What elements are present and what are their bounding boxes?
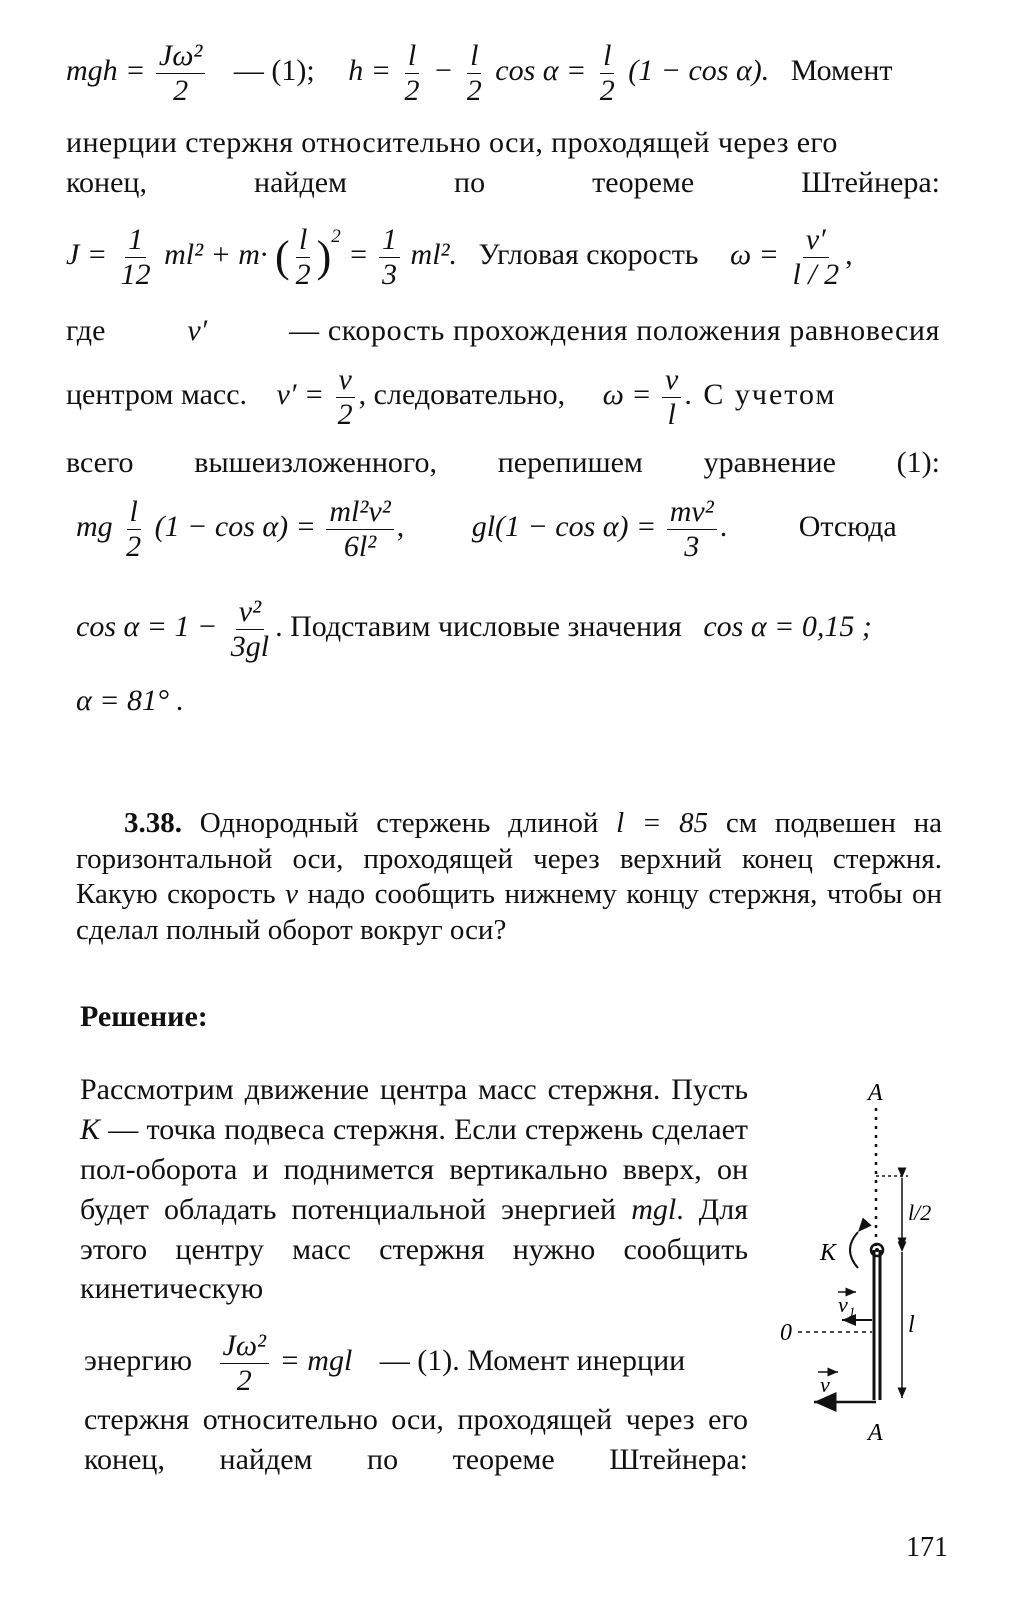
eq-h: h = (348, 53, 391, 87)
text: Угловая скорость (478, 237, 699, 271)
text: см подвешен на горизонтальной оси, проходящей через верхний конец стержня. Какую скорость (76, 807, 943, 911)
fraction: $\frac{\text{mv²}}{3}$ (667, 496, 717, 562)
text: Однородный стержень длиной (199, 807, 599, 839)
text-line-2 (66, 128, 940, 158)
minus: − (433, 53, 454, 87)
equals: = (348, 237, 369, 271)
term: cos α = 1 − (76, 609, 218, 643)
eq-J: J = (66, 237, 108, 271)
label-a-bottom: A (868, 1420, 883, 1446)
fraction: $\frac{v}{l}$ (662, 364, 681, 430)
text: энергию (84, 1343, 193, 1377)
fraction: $\frac{v'}{l / 2}$ (792, 223, 840, 291)
word: найдем (254, 166, 348, 199)
comma: , (396, 509, 405, 543)
equation-line-9 (76, 596, 872, 662)
text: надо сообщить нижнему концу стержня, чтобы он сделал полный оборот вокруг оси? (76, 878, 943, 946)
solution-heading: Решение: (80, 1000, 208, 1033)
fraction: $\frac{\text{ml²v²}}{\text{6l²}}$ (326, 496, 393, 562)
omega: ω = (602, 377, 652, 411)
fraction: $\frac{\text{Jω²}}{2}$ (156, 40, 206, 106)
var-v-prime: v′ (187, 314, 208, 347)
text: центром масс. (66, 377, 248, 411)
text: . Для этого центру масс стержня нужно сообщить кинетическую (80, 1192, 748, 1306)
word: всего (66, 446, 134, 479)
var-mgl: mgl (631, 1192, 677, 1226)
rod-diagram (780, 1080, 970, 1460)
omega: ω = (730, 237, 779, 271)
term: mg (76, 509, 113, 543)
label-l: l (908, 1312, 915, 1338)
cos-term: cos α = (495, 53, 587, 87)
pivot-point-center (875, 1248, 879, 1252)
text: . С учетом (684, 377, 837, 411)
equation-line-1 (66, 40, 893, 106)
label-zero: 0 (780, 1320, 792, 1346)
text: стержня относительно оси, проходящей через его конец, найдем по теореме Штейнера: (84, 1403, 748, 1476)
problem-3-38 (76, 806, 942, 949)
eq-tail: (1 − cos α). (628, 53, 770, 87)
fraction: $\frac{\text{v²}}{3gl}$ (230, 595, 270, 663)
fraction: $\frac{\text{Jω²}}{2}$ (220, 1330, 270, 1396)
label-a-top: A (868, 1080, 883, 1106)
equation-line-10 (76, 686, 184, 716)
text: Отсюда (798, 509, 897, 543)
text: — (1). Момент инерции (379, 1343, 686, 1377)
var-v: v (285, 878, 298, 911)
fraction: $\frac{l}{2}$ (466, 39, 482, 107)
word: Штейнера: (801, 166, 940, 199)
word: по (454, 166, 486, 199)
var-v-prime: v′ = (276, 377, 325, 411)
text: — точка подвеса стержня. Если стержень сделает пол-оборота и поднимется вертикально вверх, он будет обладать потенциальной энергией (80, 1112, 749, 1226)
term: = mgl (279, 1343, 353, 1377)
fraction: $\frac{1}{12}$ (120, 223, 151, 291)
solution-paragraph (80, 1070, 748, 1309)
text: инерции стержня относительно оси, проходящей через его (66, 126, 838, 159)
term: ml². (410, 237, 458, 271)
problem-number: 3.38. (124, 807, 182, 839)
word: уравнение (703, 446, 836, 479)
rotation-arrow (850, 1232, 858, 1268)
fraction: $\frac{1}{3}$ (379, 224, 400, 290)
fraction: $\frac{l}{2}$ (404, 39, 420, 107)
text-line-3 (66, 168, 940, 198)
equation-line-6 (66, 364, 836, 430)
length-value: l = 85 (616, 807, 709, 839)
fraction: $\frac{v}{2}$ (335, 364, 356, 430)
text: , следовательно, (358, 377, 566, 411)
word: вышеизложенного, (194, 446, 437, 479)
label-k: K (820, 1240, 837, 1266)
period: . (719, 509, 728, 543)
text: . Подставим числовые значения (275, 609, 682, 643)
term: gl(1 − cos α) = (471, 509, 657, 543)
label-l-half: l/2 (908, 1200, 932, 1225)
equation-line-8 (76, 496, 897, 562)
fraction: $\frac{l}{2}$ (599, 39, 615, 107)
solution-paragraph-2 (84, 1400, 748, 1480)
text: Момент (790, 53, 893, 87)
word: где (66, 314, 106, 347)
fraction: $\frac{l}{2}$ (295, 223, 311, 291)
eq-mgh: mgh = (66, 53, 146, 87)
equation-line-4: J = $\frac{1}{12}$ ml² + m· ( $\frac{l}{2}$ )$^2$ = $\frac{1}{3}$ ml². Угловая скорость ω = $\frac{v'}{l / 2}$ , (66, 223, 853, 291)
term: ml² + m· (164, 237, 268, 271)
eq-tag: — (1); (233, 53, 315, 87)
word: теореме (592, 166, 695, 199)
text-line-7 (66, 448, 940, 478)
term: (1 − cos α) = (154, 509, 316, 543)
label-v1: v₁ (838, 1292, 856, 1317)
word: (1): (896, 446, 940, 479)
text: Рассмотрим движение центра масс стержня. Пусть (80, 1073, 748, 1106)
label-v: v (820, 1372, 830, 1397)
var-K: K (80, 1112, 101, 1146)
text: — скорость прохождения положения равновесия (289, 314, 940, 347)
result: α = 81° . (76, 684, 184, 717)
page-number: 171 (906, 1532, 948, 1563)
fraction: $\frac{l}{2}$ (126, 495, 142, 563)
energy-equation-line (84, 1330, 685, 1396)
value: cos α = 0,15 ; (703, 609, 872, 643)
text-line-5 (66, 316, 940, 346)
word: перепишем (497, 446, 643, 479)
word: конец, (66, 166, 147, 199)
